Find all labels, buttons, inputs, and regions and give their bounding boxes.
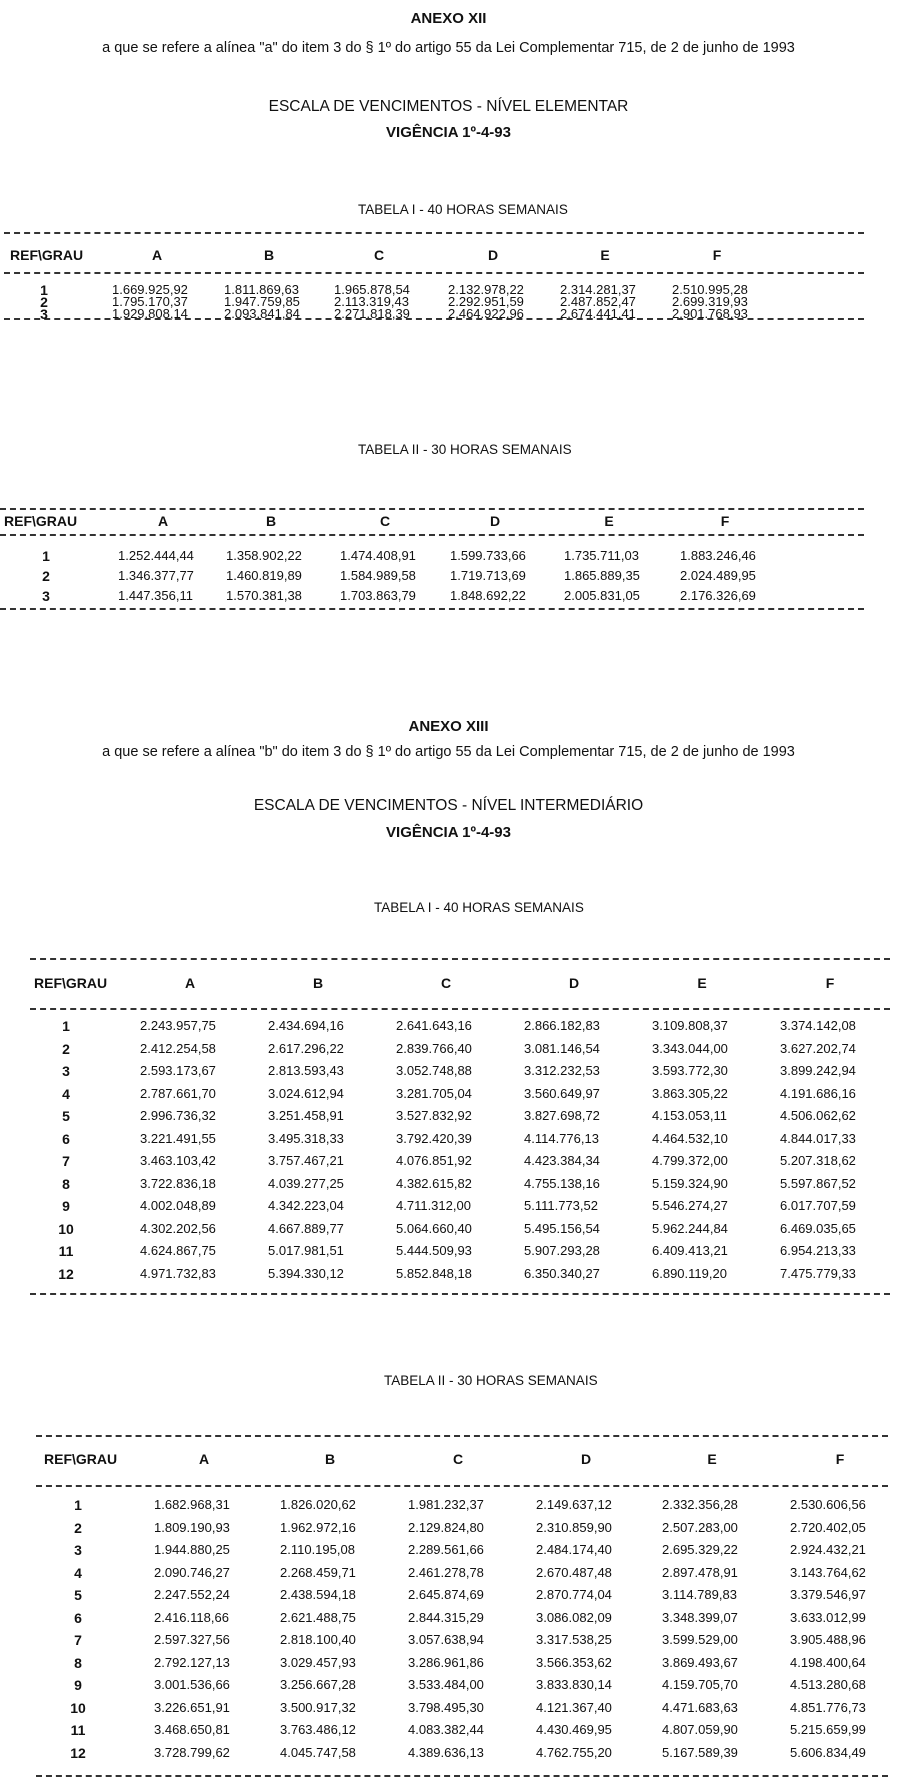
table-cell: 4.711.312,00 (396, 1198, 471, 1213)
table-cell: 3.899.242,94 (780, 1063, 856, 1078)
table-cell: 5.167.589,39 (662, 1744, 738, 1760)
table-cell: 4.382.615,82 (396, 1175, 472, 1191)
table-cell: 2.813.593,43 (268, 1063, 344, 1078)
table-cell: 1.669.925,92 (112, 282, 188, 297)
annex-12-scale-title: ESCALA DE VENCIMENTOS - NÍVEL ELEMENTAR (268, 98, 629, 115)
table-cell: 3.905.488,96 (790, 1632, 866, 1647)
table-cell: 3.833.830,14 (536, 1677, 612, 1692)
table-cell: 1.474.408,91 (340, 548, 416, 563)
row-ref-label: 5 (74, 1587, 82, 1603)
table-cell: 6.954.213,33 (780, 1243, 856, 1258)
table-cell: 3.226.651,91 (154, 1699, 230, 1715)
table-cell: 2.464.922,96 (448, 306, 524, 321)
table-cell: 2.674.441,41 (560, 306, 636, 321)
table-cell: 2.901.768,93 (672, 306, 748, 321)
annex-12-table-1-caption: TABELA I - 40 HORAS SEMANAIS (358, 202, 568, 217)
table-cell: 4.667.889,77 (268, 1220, 344, 1236)
table-cell: 4.083.382,44 (408, 1722, 484, 1737)
annex-12-title: ANEXO XII (410, 10, 487, 27)
table-cell: 4.389.636,13 (408, 1744, 484, 1760)
table-cell: 1.826.020,62 (280, 1497, 356, 1512)
column-header-d: D (580, 1451, 592, 1467)
column-header-b: B (312, 975, 324, 991)
table-cell: 4.624.867,75 (140, 1243, 216, 1258)
table-cell: 2.839.766,40 (396, 1040, 472, 1056)
table-cell: 3.057.638,94 (408, 1632, 484, 1647)
table-cell: 1.735.711,03 (564, 548, 639, 563)
row-ref-label: 3 (62, 1063, 70, 1079)
table-cell: 2.005.831,05 (564, 588, 640, 603)
table-cell: 2.132.978,22 (448, 282, 524, 297)
table-cell: 2.113.319,43 (334, 294, 409, 309)
row-ref-label: 2 (62, 1040, 70, 1057)
table-cell: 3.633.012,99 (790, 1609, 866, 1625)
table-cell: 4.464.532,10 (652, 1130, 728, 1146)
table-cell: 1.682.968,31 (154, 1497, 230, 1512)
table-cell: 2.924.432,21 (790, 1542, 866, 1557)
table-cell: 2.332.356,28 (662, 1497, 738, 1512)
table-cell: 6.469.035,65 (780, 1220, 856, 1236)
table-cell: 3.109.808,37 (652, 1018, 728, 1033)
table-cell: 4.799.372,00 (652, 1153, 728, 1168)
table-cell: 3.081.146,54 (524, 1040, 600, 1056)
table-top-rule (30, 958, 890, 960)
table-cell: 1.460.819,89 (226, 568, 302, 583)
row-ref-label: 1 (62, 1018, 70, 1034)
table-cell: 4.191.686,16 (780, 1085, 856, 1101)
table-cell: 2.484.174,40 (536, 1542, 612, 1557)
annex-12-effective-date: VIGÊNCIA 1º-4-93 (386, 124, 511, 141)
row-ref-label: 10 (58, 1220, 74, 1237)
table-cell: 4.755.138,16 (524, 1175, 600, 1191)
row-ref-label: 11 (70, 1722, 86, 1738)
row-ref-label: 1 (40, 282, 48, 298)
table-cell: 5.111.773,52 (524, 1198, 598, 1213)
table-cell: 3.495.318,33 (268, 1130, 344, 1146)
column-header-f: F (825, 975, 835, 991)
table-top-rule (0, 508, 864, 510)
ref-grau-header: REF\GRAU (44, 1451, 118, 1467)
table-cell: 2.416.118,66 (154, 1609, 229, 1625)
table-cell: 1.703.863,79 (340, 588, 416, 603)
table-cell: 2.792.127,13 (154, 1654, 230, 1670)
table-cell: 2.844.315,29 (408, 1609, 484, 1625)
table-cell: 4.844.017,33 (780, 1130, 856, 1146)
table-cell: 4.807.059,90 (662, 1722, 738, 1737)
table-cell: 6.350.340,27 (524, 1265, 600, 1281)
annex-12-table-2-caption: TABELA II - 30 HORAS SEMANAIS (358, 442, 572, 457)
table-cell: 3.560.649,97 (524, 1085, 600, 1101)
table-cell: 4.506.062,62 (780, 1108, 856, 1123)
row-ref-label: 3 (40, 306, 48, 322)
table-cell: 2.090.746,27 (154, 1564, 230, 1580)
table-cell: 2.093.841,84 (224, 306, 300, 321)
row-ref-label: 5 (62, 1108, 70, 1124)
column-header-b: B (324, 1451, 336, 1467)
table-cell: 4.121.367,40 (536, 1699, 612, 1715)
table-cell: 3.343.044,00 (652, 1040, 728, 1056)
table-cell: 5.495.156,54 (524, 1220, 600, 1236)
row-ref-label: 10 (70, 1699, 86, 1716)
column-header-a: A (151, 247, 163, 263)
table-cell: 6.409.413,21 (652, 1243, 728, 1258)
column-header-d: D (487, 247, 499, 263)
table-cell: 1.795.170,37 (112, 294, 188, 309)
table-cell: 2.268.459,71 (280, 1564, 356, 1580)
table-cell: 2.434.694,16 (268, 1018, 344, 1033)
table-cell: 5.394.330,12 (268, 1265, 344, 1281)
table-header-rule (30, 1008, 890, 1010)
annex-13-table-2-caption: TABELA II - 30 HORAS SEMANAIS (384, 1373, 598, 1388)
row-ref-label: 7 (74, 1632, 82, 1648)
table-cell: 2.271.818,39 (334, 306, 410, 321)
table-bottom-rule (30, 1293, 890, 1295)
table-header-rule (0, 534, 864, 536)
table-cell: 2.289.561,66 (408, 1542, 484, 1557)
column-header-b: B (263, 247, 275, 263)
row-ref-label: 8 (74, 1654, 82, 1671)
table-cell: 2.129.824,80 (408, 1519, 484, 1535)
row-ref-label: 11 (58, 1243, 74, 1259)
ref-grau-header: REF\GRAU (4, 513, 78, 529)
table-cell: 2.597.327,56 (154, 1632, 230, 1647)
row-ref-label: 3 (74, 1542, 82, 1558)
table-top-rule (4, 232, 864, 234)
row-ref-label: 2 (42, 568, 50, 584)
table-cell: 1.358.902,22 (226, 548, 302, 563)
table-cell: 3.763.486,12 (280, 1722, 356, 1737)
table-cell: 2.314.281,37 (560, 282, 636, 297)
table-cell: 1.719.713,69 (450, 568, 526, 583)
table-cell: 3.086.082,09 (536, 1609, 612, 1625)
row-ref-label: 4 (62, 1085, 70, 1102)
table-cell: 3.593.772,30 (652, 1063, 728, 1078)
table-cell: 3.722.836,18 (140, 1175, 216, 1191)
table-cell: 2.699.319,93 (672, 294, 748, 309)
table-cell: 1.929.808,14 (112, 306, 188, 321)
table-cell: 4.471.683,63 (662, 1699, 738, 1715)
row-ref-label: 8 (62, 1175, 70, 1192)
annex-12-table-2 (0, 508, 864, 648)
annex-12-table-1 (4, 232, 864, 372)
annex-13-scale-title: ESCALA DE VENCIMENTOS - NÍVEL INTERMEDIÁRIO (253, 797, 644, 814)
table-cell: 2.487.852,47 (560, 294, 636, 309)
table-cell: 4.076.851,92 (396, 1153, 472, 1168)
column-header-e: E (707, 1451, 717, 1467)
table-bottom-rule (36, 1775, 888, 1777)
table-cell: 2.461.278,78 (408, 1564, 484, 1580)
column-header-c: C (440, 975, 452, 991)
column-header-f: F (712, 247, 722, 263)
ref-grau-header: REF\GRAU (10, 247, 84, 263)
table-cell: 3.052.748,88 (396, 1063, 472, 1078)
table-cell: 2.870.774,04 (536, 1587, 612, 1602)
table-cell: 5.597.867,52 (780, 1175, 856, 1191)
table-cell: 4.513.280,68 (790, 1677, 866, 1692)
table-top-rule (36, 1435, 888, 1437)
annex-13-reference: a que se refere a alínea "b" do item 3 do § 1º do artigo 55 da Lei Complementar 715, de 2 de junho de 1993 (102, 744, 795, 760)
table-cell: 1.811.869,63 (224, 282, 299, 297)
table-cell: 3.463.103,42 (140, 1153, 216, 1168)
table-cell: 6.017.707,59 (780, 1198, 856, 1213)
table-cell: 3.312.232,53 (524, 1063, 600, 1078)
table-cell: 1.947.759,85 (224, 294, 300, 309)
table-cell: 5.907.293,28 (524, 1243, 600, 1258)
ref-grau-header: REF\GRAU (34, 975, 108, 991)
table-cell: 5.159.324,90 (652, 1175, 728, 1191)
table-cell: 2.510.995,28 (672, 282, 748, 297)
column-header-c: C (452, 1451, 464, 1467)
table-cell: 4.114.776,13 (524, 1130, 599, 1146)
table-cell: 3.286.961,86 (408, 1654, 484, 1670)
table-cell: 3.251.458,91 (268, 1108, 344, 1123)
table-cell: 1.584.989,58 (340, 568, 416, 583)
table-cell: 3.792.420,39 (396, 1130, 472, 1146)
column-header-b: B (265, 513, 277, 529)
table-cell: 4.762.755,20 (536, 1744, 612, 1760)
table-cell: 2.292.951,59 (448, 294, 524, 309)
row-ref-label: 3 (42, 588, 50, 604)
table-cell: 3.599.529,00 (662, 1632, 738, 1647)
table-cell: 3.374.142,08 (780, 1018, 856, 1033)
table-cell: 5.852.848,18 (396, 1265, 472, 1281)
table-cell: 2.617.296,22 (268, 1040, 344, 1056)
table-cell: 4.430.469,95 (536, 1722, 612, 1737)
row-ref-label: 9 (62, 1198, 70, 1214)
table-cell: 1.570.381,38 (226, 588, 302, 603)
row-ref-label: 1 (42, 548, 50, 564)
table-cell: 1.883.246,46 (680, 548, 756, 563)
table-cell: 2.621.488,75 (280, 1609, 356, 1625)
table-cell: 3.627.202,74 (780, 1040, 856, 1056)
table-cell: 4.153.053,11 (652, 1108, 727, 1123)
table-cell: 5.444.509,93 (396, 1243, 472, 1258)
table-cell: 4.198.400,64 (790, 1654, 866, 1670)
table-cell: 1.809.190,93 (154, 1519, 230, 1535)
table-cell: 3.256.667,28 (280, 1677, 356, 1692)
table-cell: 2.438.594,18 (280, 1587, 356, 1602)
table-cell: 4.851.776,73 (790, 1699, 866, 1715)
row-ref-label: 1 (74, 1497, 82, 1513)
table-cell: 2.695.329,22 (662, 1542, 738, 1557)
table-cell: 5.546.274,27 (652, 1198, 728, 1213)
table-cell: 3.281.705,04 (396, 1085, 472, 1101)
table-cell: 2.866.182,83 (524, 1018, 600, 1033)
row-ref-label: 2 (74, 1519, 82, 1536)
table-cell: 1.865.889,35 (564, 568, 640, 583)
row-ref-label: 12 (70, 1744, 86, 1761)
table-cell: 2.024.489,95 (680, 568, 756, 583)
annex-13-title: ANEXO XIII (408, 718, 489, 735)
column-header-c: C (373, 247, 385, 263)
table-cell: 3.024.612,94 (268, 1085, 344, 1101)
table-cell: 5.606.834,49 (790, 1744, 866, 1760)
table-cell: 4.002.048,89 (140, 1198, 216, 1213)
column-header-a: A (198, 1451, 210, 1467)
annex-13-table-1 (30, 958, 890, 1298)
table-bottom-rule (0, 608, 864, 610)
table-cell: 2.593.173,67 (140, 1063, 216, 1078)
table-cell: 1.944.880,25 (154, 1542, 230, 1557)
table-cell: 3.468.650,81 (154, 1722, 230, 1737)
table-header-rule (36, 1485, 888, 1487)
column-header-f: F (720, 513, 730, 529)
table-cell: 1.252.444,44 (118, 548, 194, 563)
table-cell: 3.221.491,55 (140, 1130, 216, 1146)
table-cell: 2.996.736,32 (140, 1108, 216, 1123)
table-cell: 2.149.637,12 (536, 1497, 612, 1512)
table-cell: 3.798.495,30 (408, 1699, 484, 1715)
table-cell: 3.379.546,97 (790, 1587, 866, 1602)
table-cell: 2.720.402,05 (790, 1519, 866, 1535)
table-cell: 5.215.659,99 (790, 1722, 866, 1737)
annex-12-reference: a que se refere a alínea "a" do item 3 do § 1º do artigo 55 da Lei Complementar 715, de 2 de junho de 1993 (102, 40, 795, 56)
table-cell: 3.728.799,62 (154, 1744, 230, 1760)
table-cell: 2.641.643,16 (396, 1018, 472, 1033)
table-cell: 2.897.478,91 (662, 1564, 738, 1580)
column-header-e: E (697, 975, 707, 991)
table-cell: 3.348.399,07 (662, 1609, 738, 1625)
table-cell: 4.159.705,70 (662, 1677, 738, 1692)
table-cell: 3.114.789,83 (662, 1587, 737, 1602)
table-cell: 3.533.484,00 (408, 1677, 484, 1692)
annex-13-effective-date: VIGÊNCIA 1º-4-93 (386, 824, 511, 841)
column-header-c: C (379, 513, 391, 529)
table-cell: 4.971.732,83 (140, 1265, 216, 1281)
table-header-rule (4, 272, 864, 274)
table-cell: 3.500.917,32 (280, 1699, 356, 1715)
table-cell: 3.317.538,25 (536, 1632, 612, 1647)
table-cell: 2.645.874,69 (408, 1587, 484, 1602)
table-cell: 2.176.326,69 (680, 588, 756, 603)
column-header-a: A (184, 975, 196, 991)
row-ref-label: 9 (74, 1677, 82, 1693)
row-ref-label: 6 (74, 1609, 82, 1626)
table-cell: 2.412.254,58 (140, 1040, 216, 1056)
table-cell: 3.001.536,66 (154, 1677, 230, 1692)
table-cell: 2.787.661,70 (140, 1085, 216, 1101)
table-cell: 4.423.384,34 (524, 1153, 600, 1168)
table-cell: 4.302.202,56 (140, 1220, 216, 1236)
table-cell: 4.342.223,04 (268, 1198, 344, 1213)
table-cell: 3.029.457,93 (280, 1654, 356, 1670)
table-cell: 5.962.244,84 (652, 1220, 728, 1236)
row-ref-label: 6 (62, 1130, 70, 1147)
table-cell: 3.869.493,67 (662, 1654, 738, 1670)
table-cell: 1.848.692,22 (450, 588, 526, 603)
table-cell: 3.527.832,92 (396, 1108, 472, 1123)
table-cell: 2.507.283,00 (662, 1519, 738, 1535)
table-cell: 7.475.779,33 (780, 1265, 856, 1281)
annex-13-table-2 (36, 1435, 888, 1780)
table-cell: 3.863.305,22 (652, 1085, 728, 1101)
table-cell: 3.827.698,72 (524, 1108, 600, 1123)
table-cell: 3.143.764,62 (790, 1564, 866, 1580)
table-cell: 2.530.606,56 (790, 1497, 866, 1512)
table-cell: 2.310.859,90 (536, 1519, 612, 1535)
annex-13-table-1-caption: TABELA I - 40 HORAS SEMANAIS (374, 900, 584, 915)
table-cell: 6.890.119,20 (652, 1265, 727, 1281)
column-header-a: A (157, 513, 169, 529)
table-cell: 2.818.100,40 (280, 1632, 356, 1647)
table-cell: 4.045.747,58 (280, 1744, 356, 1760)
table-cell: 2.243.957,75 (140, 1018, 216, 1033)
table-cell: 5.017.981,51 (268, 1243, 344, 1258)
table-cell: 1.447.356,11 (118, 588, 193, 603)
table-cell: 2.247.552,24 (154, 1587, 230, 1602)
table-cell: 2.670.487,48 (536, 1564, 612, 1580)
row-ref-label: 2 (40, 294, 48, 310)
table-cell: 5.207.318,62 (780, 1153, 856, 1168)
table-cell: 4.039.277,25 (268, 1175, 344, 1191)
column-header-d: D (568, 975, 580, 991)
table-cell: 2.110.195,08 (280, 1542, 355, 1557)
table-cell: 3.757.467,21 (268, 1153, 344, 1168)
table-cell: 5.064.660,40 (396, 1220, 472, 1236)
table-cell: 1.346.377,77 (118, 568, 194, 583)
column-header-d: D (489, 513, 501, 529)
table-cell: 3.566.353,62 (536, 1654, 612, 1670)
column-header-e: E (604, 513, 614, 529)
row-ref-label: 4 (74, 1564, 82, 1581)
table-cell: 1.962.972,16 (280, 1519, 356, 1535)
row-ref-label: 7 (62, 1153, 70, 1169)
table-cell: 1.965.878,54 (334, 282, 410, 297)
row-ref-label: 12 (58, 1265, 74, 1282)
column-header-e: E (600, 247, 610, 263)
column-header-f: F (835, 1451, 845, 1467)
table-cell: 1.599.733,66 (450, 548, 526, 563)
table-cell: 1.981.232,37 (408, 1497, 484, 1512)
